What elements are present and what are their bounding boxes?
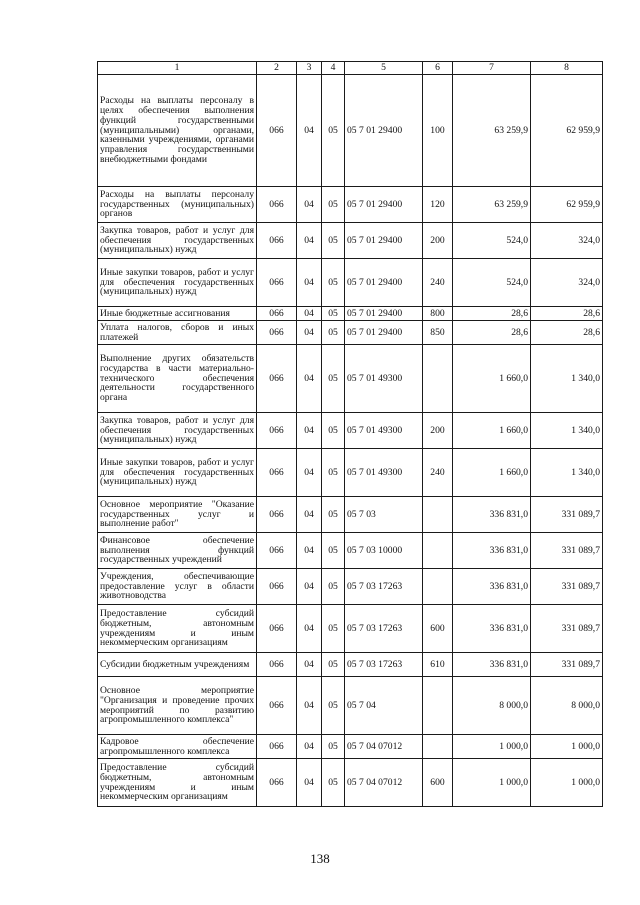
cell-name: Кадровое обеспечение агропромышленного комплекса xyxy=(98,735,257,759)
cell-amount-1: 1 000,0 xyxy=(453,735,531,759)
cell-ministry-code: 066 xyxy=(257,449,297,497)
cell-expense-type xyxy=(423,677,453,735)
cell-amount-1: 524,0 xyxy=(453,259,531,307)
cell-ministry-code: 066 xyxy=(257,497,297,533)
cell-section: 04 xyxy=(297,307,322,321)
cell-name: Предоставление субсидий бюджетным, автономным учреждениям и иным некоммерческим организациям xyxy=(98,605,257,653)
cell-ministry-code: 066 xyxy=(257,75,297,187)
cell-expense-type: 600 xyxy=(423,605,453,653)
cell-target-article: 05 7 03 10000 xyxy=(345,533,423,569)
cell-name: Предоставление субсидий бюджетным, автономным учреждениям и иным некоммерческим организациям xyxy=(98,759,257,807)
cell-subsection: 05 xyxy=(322,533,345,569)
table-row xyxy=(98,187,603,223)
column-header: 4 xyxy=(322,62,345,75)
cell-amount-1: 63 259,9 xyxy=(453,75,531,187)
cell-target-article: 05 7 01 49300 xyxy=(345,345,423,413)
column-header: 5 xyxy=(345,62,423,75)
cell-name: Выполнение других обязательств государства в части материально-технического обеспечения деятельности государственного органа xyxy=(98,345,257,413)
cell-amount-2: 331 089,7 xyxy=(531,569,603,605)
cell-target-article: 05 7 01 29400 xyxy=(345,307,423,321)
cell-name: Учреждения, обеспечивающие предоставление услуг в области животноводства xyxy=(98,569,257,605)
cell-amount-1: 336 831,0 xyxy=(453,569,531,605)
cell-target-article: 05 7 01 49300 xyxy=(345,449,423,497)
cell-subsection: 05 xyxy=(322,605,345,653)
cell-subsection: 05 xyxy=(322,187,345,223)
cell-name: Финансовое обеспечение выполнения функций государственных учреждений xyxy=(98,533,257,569)
cell-expense-type: 200 xyxy=(423,413,453,449)
table-row xyxy=(98,259,603,307)
cell-section: 04 xyxy=(297,187,322,223)
cell-amount-2: 1 340,0 xyxy=(531,413,603,449)
cell-amount-1: 63 259,9 xyxy=(453,187,531,223)
cell-ministry-code: 066 xyxy=(257,307,297,321)
cell-section: 04 xyxy=(297,653,322,677)
cell-expense-type: 800 xyxy=(423,307,453,321)
cell-subsection: 05 xyxy=(322,345,345,413)
column-header: 2 xyxy=(257,62,297,75)
cell-section: 04 xyxy=(297,259,322,307)
cell-expense-type: 200 xyxy=(423,223,453,259)
cell-amount-2: 1 000,0 xyxy=(531,735,603,759)
cell-amount-1: 1 660,0 xyxy=(453,449,531,497)
cell-target-article: 05 7 04 xyxy=(345,677,423,735)
cell-ministry-code: 066 xyxy=(257,187,297,223)
cell-amount-2: 1 340,0 xyxy=(531,449,603,497)
cell-amount-2: 8 000,0 xyxy=(531,677,603,735)
cell-target-article: 05 7 03 17263 xyxy=(345,605,423,653)
table-row xyxy=(98,653,603,677)
cell-expense-type: 240 xyxy=(423,449,453,497)
cell-expense-type xyxy=(423,533,453,569)
cell-amount-1: 28,6 xyxy=(453,321,531,345)
cell-name: Субсидии бюджетным учреждениям xyxy=(98,653,257,677)
column-header: 1 xyxy=(98,62,257,75)
cell-amount-2: 331 089,7 xyxy=(531,497,603,533)
cell-section: 04 xyxy=(297,497,322,533)
table-row xyxy=(98,605,603,653)
cell-ministry-code: 066 xyxy=(257,605,297,653)
cell-section: 04 xyxy=(297,413,322,449)
cell-ministry-code: 066 xyxy=(257,735,297,759)
cell-subsection: 05 xyxy=(322,653,345,677)
cell-section: 04 xyxy=(297,345,322,413)
table-row xyxy=(98,497,603,533)
cell-section: 04 xyxy=(297,223,322,259)
cell-expense-type: 120 xyxy=(423,187,453,223)
cell-amount-2: 62 959,9 xyxy=(531,75,603,187)
cell-target-article: 05 7 04 07012 xyxy=(345,735,423,759)
cell-amount-2: 62 959,9 xyxy=(531,187,603,223)
cell-subsection: 05 xyxy=(322,569,345,605)
cell-name: Основное мероприятие "Организация и проведение прочих мероприятий по развитию агропромышленного комплекса" xyxy=(98,677,257,735)
cell-expense-type xyxy=(423,497,453,533)
column-header: 3 xyxy=(297,62,322,75)
cell-amount-1: 28,6 xyxy=(453,307,531,321)
cell-section: 04 xyxy=(297,605,322,653)
cell-subsection: 05 xyxy=(322,677,345,735)
cell-section: 04 xyxy=(297,449,322,497)
cell-amount-2: 331 089,7 xyxy=(531,605,603,653)
cell-target-article: 05 7 03 17263 xyxy=(345,569,423,605)
cell-subsection: 05 xyxy=(322,759,345,807)
table-header-row xyxy=(98,62,603,75)
cell-section: 04 xyxy=(297,759,322,807)
cell-amount-1: 1 660,0 xyxy=(453,345,531,413)
cell-subsection: 05 xyxy=(322,75,345,187)
cell-ministry-code: 066 xyxy=(257,345,297,413)
budget-table xyxy=(97,61,603,807)
cell-name: Расходы на выплаты персоналу государственных (муниципальных) органов xyxy=(98,187,257,223)
page-number: 138 xyxy=(310,851,330,866)
column-header: 7 xyxy=(453,62,531,75)
cell-ministry-code: 066 xyxy=(257,223,297,259)
cell-ministry-code: 066 xyxy=(257,677,297,735)
cell-expense-type xyxy=(423,569,453,605)
cell-ministry-code: 066 xyxy=(257,321,297,345)
cell-target-article: 05 7 03 17263 xyxy=(345,653,423,677)
column-header: 8 xyxy=(531,62,603,75)
cell-section: 04 xyxy=(297,677,322,735)
table-row xyxy=(98,345,603,413)
cell-section: 04 xyxy=(297,75,322,187)
cell-amount-2: 324,0 xyxy=(531,259,603,307)
cell-name: Закупка товаров, работ и услуг для обеспечения государственных (муниципальных) нужд xyxy=(98,223,257,259)
cell-expense-type xyxy=(423,735,453,759)
cell-amount-1: 1 660,0 xyxy=(453,413,531,449)
cell-subsection: 05 xyxy=(322,449,345,497)
table-row xyxy=(98,677,603,735)
cell-ministry-code: 066 xyxy=(257,259,297,307)
cell-subsection: 05 xyxy=(322,413,345,449)
cell-target-article: 05 7 04 07012 xyxy=(345,759,423,807)
cell-amount-1: 336 831,0 xyxy=(453,497,531,533)
cell-amount-1: 524,0 xyxy=(453,223,531,259)
table-row xyxy=(98,223,603,259)
cell-subsection: 05 xyxy=(322,259,345,307)
table-row xyxy=(98,307,603,321)
table-row xyxy=(98,759,603,807)
cell-name: Иные закупки товаров, работ и услуг для обеспечения государственных (муниципальных) нужд xyxy=(98,449,257,497)
cell-target-article: 05 7 01 29400 xyxy=(345,187,423,223)
table-row xyxy=(98,449,603,497)
cell-subsection: 05 xyxy=(322,497,345,533)
table-row xyxy=(98,569,603,605)
cell-target-article: 05 7 01 29400 xyxy=(345,259,423,307)
cell-target-article: 05 7 01 49300 xyxy=(345,413,423,449)
cell-amount-2: 331 089,7 xyxy=(531,533,603,569)
cell-amount-2: 324,0 xyxy=(531,223,603,259)
cell-name: Закупка товаров, работ и услуг для обеспечения государственных (муниципальных) нужд xyxy=(98,413,257,449)
cell-subsection: 05 xyxy=(322,223,345,259)
cell-ministry-code: 066 xyxy=(257,759,297,807)
cell-expense-type: 850 xyxy=(423,321,453,345)
cell-expense-type: 610 xyxy=(423,653,453,677)
table-row xyxy=(98,735,603,759)
cell-expense-type: 600 xyxy=(423,759,453,807)
cell-section: 04 xyxy=(297,533,322,569)
cell-ministry-code: 066 xyxy=(257,653,297,677)
cell-section: 04 xyxy=(297,735,322,759)
cell-target-article: 05 7 01 29400 xyxy=(345,321,423,345)
table-row xyxy=(98,533,603,569)
cell-amount-1: 336 831,0 xyxy=(453,605,531,653)
cell-expense-type xyxy=(423,345,453,413)
cell-name: Основное мероприятие "Оказание государственных услуг и выполнение работ" xyxy=(98,497,257,533)
cell-name: Иные бюджетные ассигнования xyxy=(98,307,257,321)
cell-subsection: 05 xyxy=(322,735,345,759)
cell-name: Уплата налогов, сборов и иных платежей xyxy=(98,321,257,345)
cell-amount-1: 1 000,0 xyxy=(453,759,531,807)
cell-section: 04 xyxy=(297,569,322,605)
cell-subsection: 05 xyxy=(322,307,345,321)
cell-name: Иные закупки товаров, работ и услуг для обеспечения государственных (муниципальных) нужд xyxy=(98,259,257,307)
cell-amount-1: 336 831,0 xyxy=(453,533,531,569)
cell-name: Расходы на выплаты персоналу в целях обеспечения выполнения функций государственными (муниципальными) органами, казенными учреждениями, органами управления государственными внебюджетными фондами xyxy=(98,75,257,187)
cell-amount-2: 1 000,0 xyxy=(531,759,603,807)
cell-amount-2: 331 089,7 xyxy=(531,653,603,677)
cell-ministry-code: 066 xyxy=(257,413,297,449)
cell-expense-type: 240 xyxy=(423,259,453,307)
cell-ministry-code: 066 xyxy=(257,533,297,569)
cell-amount-2: 28,6 xyxy=(531,307,603,321)
cell-section: 04 xyxy=(297,321,322,345)
cell-ministry-code: 066 xyxy=(257,569,297,605)
cell-expense-type: 100 xyxy=(423,75,453,187)
cell-amount-2: 28,6 xyxy=(531,321,603,345)
cell-target-article: 05 7 01 29400 xyxy=(345,223,423,259)
table-row xyxy=(98,413,603,449)
table-row xyxy=(98,321,603,345)
cell-target-article: 05 7 01 29400 xyxy=(345,75,423,187)
column-header: 6 xyxy=(423,62,453,75)
table-row xyxy=(98,75,603,187)
cell-target-article: 05 7 03 xyxy=(345,497,423,533)
cell-amount-1: 8 000,0 xyxy=(453,677,531,735)
cell-subsection: 05 xyxy=(322,321,345,345)
cell-amount-1: 336 831,0 xyxy=(453,653,531,677)
cell-amount-2: 1 340,0 xyxy=(531,345,603,413)
